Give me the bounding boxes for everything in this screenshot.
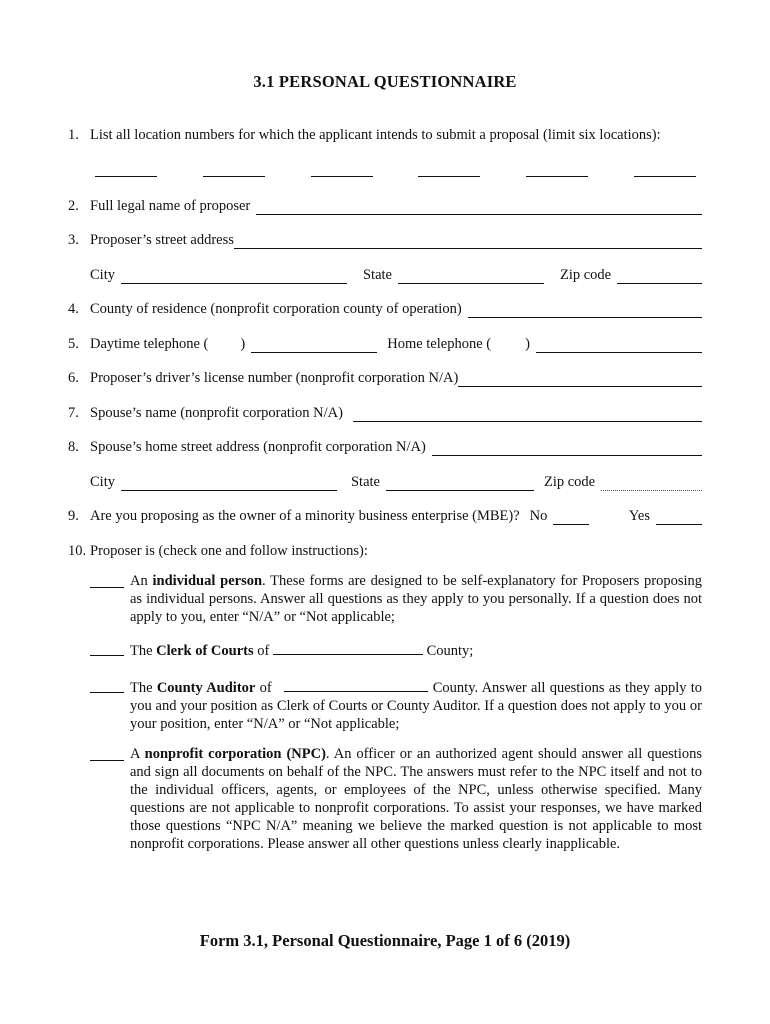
spouse-address-field[interactable] bbox=[432, 440, 702, 456]
question-number: 10. bbox=[68, 543, 87, 559]
street-address-field[interactable] bbox=[234, 233, 702, 249]
option-article: The bbox=[130, 643, 153, 659]
question-3-city-row bbox=[90, 264, 702, 284]
question-number: 7. bbox=[68, 405, 79, 421]
spouse-zip-field[interactable] bbox=[601, 475, 702, 491]
option-county: County; bbox=[426, 643, 474, 659]
city-label: City bbox=[90, 267, 115, 283]
county-field[interactable] bbox=[468, 302, 702, 318]
location-field-1[interactable] bbox=[95, 176, 157, 177]
question-label: Proposer is (check one and follow instructions): bbox=[90, 543, 368, 559]
location-field-3[interactable] bbox=[311, 176, 373, 177]
auditor-county-field[interactable] bbox=[284, 677, 428, 692]
question-number: 9. bbox=[68, 508, 79, 524]
question-number: 6. bbox=[68, 370, 79, 386]
question-10 bbox=[68, 540, 702, 560]
option-text bbox=[130, 640, 702, 660]
question-3 bbox=[68, 229, 702, 249]
question-label: Proposer’s street address bbox=[90, 232, 234, 248]
question-number: 5. bbox=[68, 336, 79, 352]
option-of: of bbox=[259, 680, 272, 696]
question-label: List all location numbers for which the applicant intends to submit a proposal (limit six locations): bbox=[90, 127, 661, 143]
mbe-no-field[interactable] bbox=[553, 509, 589, 525]
location-field-6[interactable] bbox=[634, 176, 696, 177]
option-individual-person bbox=[90, 572, 702, 626]
question-label: Spouse’s home street address (nonprofit corporation N/A) bbox=[90, 439, 426, 455]
npc-check-field[interactable] bbox=[90, 745, 124, 761]
individual-check-field[interactable] bbox=[90, 572, 124, 588]
drivers-license-field[interactable] bbox=[458, 371, 702, 387]
location-field-4[interactable] bbox=[418, 176, 480, 177]
auditor-check-field[interactable] bbox=[90, 677, 124, 693]
location-field-2[interactable] bbox=[203, 176, 265, 177]
option-article: The bbox=[130, 680, 153, 696]
legal-name-field[interactable] bbox=[256, 199, 702, 215]
question-label: Are you proposing as the owner of a minority business enterprise (MBE)? bbox=[90, 508, 520, 524]
daytime-phone-field[interactable] bbox=[251, 337, 377, 353]
city-field[interactable] bbox=[121, 268, 347, 284]
question-number: 3. bbox=[68, 232, 79, 248]
option-description: . An officer or an authorized agent should answer all questions and sign all documents on behalf of the NPC. The answers must refer to the NPC itself and not to the individual officers, agents, or employees of the NPC, unless otherwise specified. Many questions are not applicable to nonprofit corporations. To assist your responses, we have marked those questions “NPC N/A” meaning we believe the marked question is not applicable to most nonprofit corporations. Please answer all other questions unless clearly inapplicable. bbox=[130, 746, 702, 852]
option-bold-label: County Auditor bbox=[156, 680, 256, 696]
question-2 bbox=[68, 195, 702, 215]
zip-label: Zip code bbox=[559, 267, 612, 283]
option-nonprofit-corporation bbox=[90, 745, 702, 853]
daytime-phone-label: Daytime telephone ( bbox=[90, 336, 209, 352]
zip-field[interactable] bbox=[617, 268, 702, 284]
no-label: No bbox=[529, 508, 548, 524]
clerk-check-field[interactable] bbox=[90, 640, 124, 656]
question-number: 8. bbox=[68, 439, 79, 455]
home-phone-label: Home telephone ( bbox=[387, 336, 492, 352]
option-bold-label: Clerk of Courts bbox=[156, 643, 254, 659]
yes-label: Yes bbox=[628, 508, 650, 524]
question-9 bbox=[68, 505, 702, 525]
option-bold-label: individual person bbox=[152, 573, 263, 589]
daytime-area-code-field[interactable] bbox=[208, 338, 240, 353]
question-number: 2. bbox=[68, 198, 79, 214]
question-1 bbox=[68, 124, 702, 144]
home-phone-field[interactable] bbox=[536, 337, 702, 353]
spouse-name-field[interactable] bbox=[353, 406, 702, 422]
option-clerk-of-courts bbox=[90, 640, 702, 660]
paren-close: ) bbox=[525, 336, 530, 352]
paren-close: ) bbox=[240, 336, 246, 352]
mbe-yes-field[interactable] bbox=[656, 509, 702, 525]
zip-label: Zip code bbox=[543, 474, 596, 490]
location-field-5[interactable] bbox=[526, 176, 588, 177]
option-description: County. Answer all questions as they apply to you and your position as Clerk of Courts or County Auditor. If a question does not apply to you or your position, enter “N/A” or “Not applicable; bbox=[130, 680, 703, 732]
option-bold-label: nonprofit corporation (NPC) bbox=[144, 746, 326, 762]
clerk-county-field[interactable] bbox=[273, 640, 423, 655]
home-area-code-field[interactable] bbox=[491, 338, 525, 353]
page-footer: Form 3.1, Personal Questionnaire, Page 1 of 6 (2019) bbox=[199, 931, 571, 950]
state-label: State bbox=[362, 267, 392, 283]
page-title: 3.1 PERSONAL QUESTIONNAIRE bbox=[253, 72, 517, 91]
question-label: Proposer’s driver’s license number (nonprofit corporation N/A) bbox=[90, 370, 459, 386]
question-label: Spouse’s name (nonprofit corporation N/A) bbox=[90, 405, 343, 421]
question-4 bbox=[68, 298, 702, 318]
question-number: 4. bbox=[68, 301, 79, 317]
question-6 bbox=[68, 367, 702, 387]
question-8-city-row bbox=[90, 471, 702, 491]
option-text bbox=[130, 572, 702, 626]
option-article: A bbox=[130, 746, 140, 762]
state-label: State bbox=[350, 474, 380, 490]
option-text bbox=[130, 745, 702, 853]
option-of: of bbox=[257, 643, 270, 659]
spouse-state-field[interactable] bbox=[386, 475, 534, 491]
state-field[interactable] bbox=[398, 268, 544, 284]
option-county-auditor bbox=[90, 677, 702, 733]
option-description: . These forms are designed to be self-explanatory for Proposers proposing as individual persons. Answer all questions as they apply to you personally. If a question does not apply to you, enter “N/A” or “Not applicable; bbox=[130, 573, 702, 625]
question-8 bbox=[68, 436, 702, 456]
city-label: City bbox=[90, 474, 115, 490]
question-7 bbox=[68, 402, 702, 422]
question-label: County of residence (nonprofit corporation county of operation) bbox=[90, 301, 462, 317]
question-label: Full legal name of proposer bbox=[90, 198, 251, 214]
question-number: 1. bbox=[68, 127, 79, 143]
option-article: An bbox=[130, 573, 148, 589]
question-5 bbox=[68, 333, 702, 353]
spouse-city-field[interactable] bbox=[121, 475, 337, 491]
option-text bbox=[130, 677, 702, 733]
